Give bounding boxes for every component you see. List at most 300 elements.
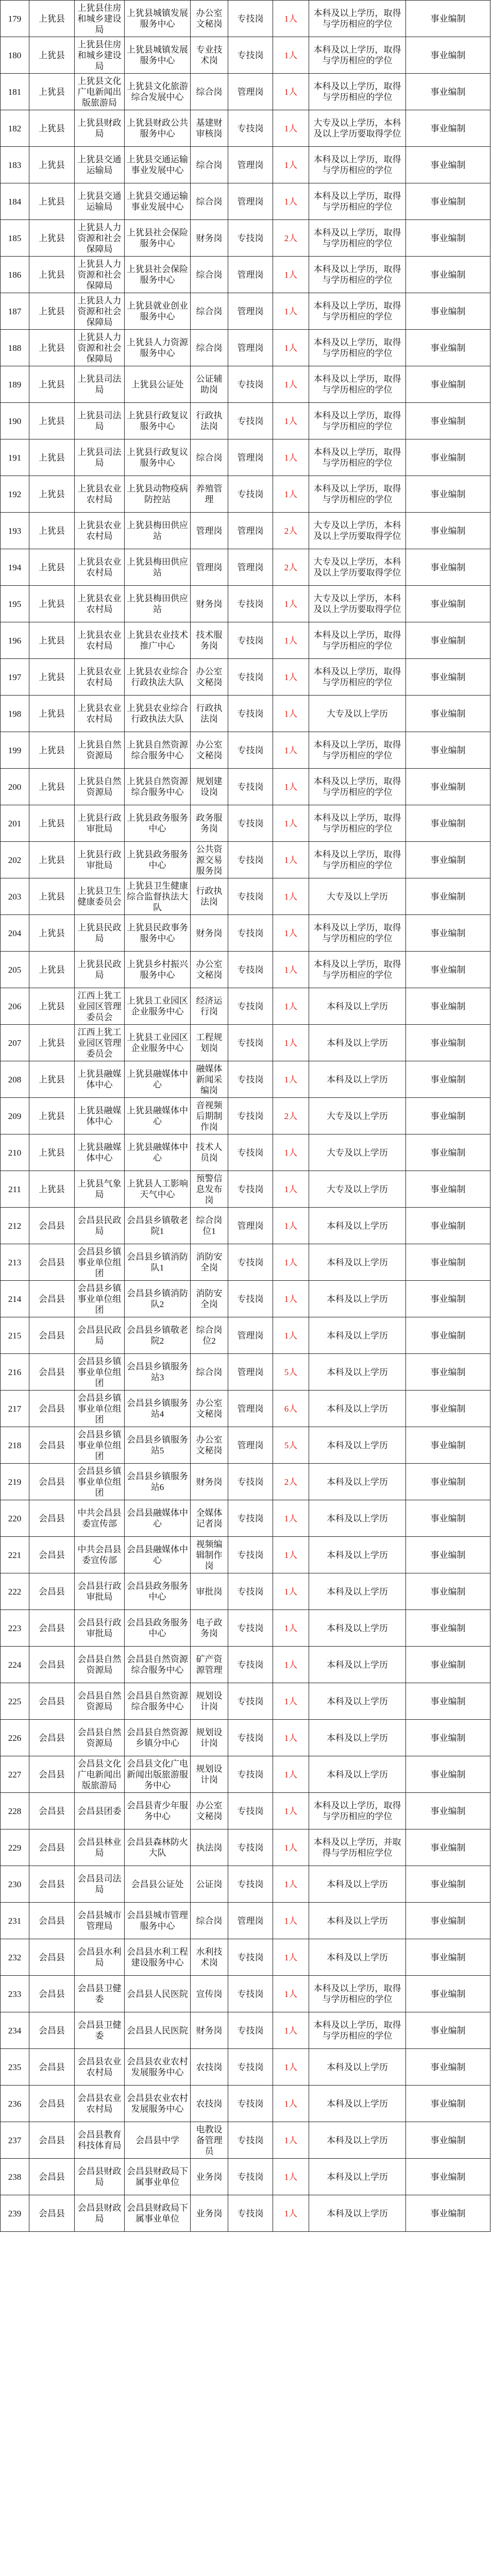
row-number-cell: 183 <box>1 147 29 183</box>
position-name-cell: 业务岗 <box>191 2159 228 2195</box>
education-requirement-cell: 本科及以上学历 <box>309 2159 406 2195</box>
position-type-cell: 专技岗 <box>228 1756 273 1793</box>
employer-unit-cell: 上犹县自然资源综合服务中心 <box>125 732 191 769</box>
headcount-cell: 1人 <box>273 2049 309 2086</box>
department-cell: 会昌县城市管理局 <box>75 1903 125 1939</box>
row-number-cell: 227 <box>1 1756 29 1793</box>
education-requirement-cell: 本科及以上学历，取得与学历相应的学位 <box>309 403 406 439</box>
headcount-cell: 1人 <box>273 2122 309 2159</box>
county-cell: 上犹县 <box>29 586 75 622</box>
education-requirement-cell: 本科及以上学历 <box>309 1939 406 1976</box>
headcount-cell: 1人 <box>273 878 309 915</box>
position-name-cell: 全媒体记者岗 <box>191 1500 228 1537</box>
position-name-cell: 执法岗 <box>191 1829 228 1866</box>
staffing-type-cell: 事业编制 <box>406 257 490 293</box>
employer-unit-cell: 会昌县财政局下属事业单位 <box>125 2159 191 2195</box>
county-cell: 上犹县 <box>29 37 75 74</box>
position-type-cell: 专技岗 <box>228 1866 273 1903</box>
position-type-cell: 专技岗 <box>228 1464 273 1500</box>
row-number-cell: 237 <box>1 2122 29 2159</box>
employer-unit-cell: 会昌县水利工程建设服务中心 <box>125 1939 191 1976</box>
staffing-type-cell: 事业编制 <box>406 1683 490 1720</box>
education-requirement-cell: 大专及以上学历，本科及以上学历要取得学位 <box>309 110 406 147</box>
department-cell: 上犹县人力资源和社会保障局 <box>75 330 125 366</box>
table-row <box>1 1756 490 1793</box>
row-number-cell: 203 <box>1 878 29 915</box>
position-name-cell: 综合岗 <box>191 74 228 110</box>
county-cell: 上犹县 <box>29 330 75 366</box>
employer-unit-cell: 会昌县融媒体中心 <box>125 1500 191 1537</box>
table-row <box>1 1317 490 1354</box>
education-requirement-cell: 本科及以上学历，并取得与学历相应学位 <box>309 1829 406 1866</box>
table-row <box>1 2086 490 2122</box>
headcount-cell: 1人 <box>273 37 309 74</box>
table-row <box>1 2195 490 2232</box>
position-name-cell: 财务岗 <box>191 220 228 257</box>
staffing-type-cell: 事业编制 <box>406 1025 490 1061</box>
row-number-cell: 185 <box>1 220 29 257</box>
education-requirement-cell: 本科及以上学历，取得与学历相应的学位 <box>309 293 406 330</box>
employer-unit-cell: 会昌县政务服务中心 <box>125 1610 191 1647</box>
table-row <box>1 403 490 439</box>
education-requirement-cell: 本科及以上学历，取得与学历相应的学位 <box>309 220 406 257</box>
row-number-cell: 231 <box>1 1903 29 1939</box>
education-requirement-cell: 本科及以上学历 <box>309 1537 406 1573</box>
department-cell: 上犹县民政局 <box>75 915 125 952</box>
position-type-cell: 管理岗 <box>228 147 273 183</box>
row-number-cell: 235 <box>1 2049 29 2086</box>
staffing-type-cell: 事业编制 <box>406 220 490 257</box>
employer-unit-cell: 上犹县乡村振兴服务中心 <box>125 952 191 988</box>
staffing-type-cell: 事业编制 <box>406 1537 490 1573</box>
education-requirement-cell: 本科及以上学历 <box>309 1903 406 1939</box>
department-cell: 会昌县农业农村局 <box>75 2049 125 2086</box>
department-cell: 会昌县卫健委 <box>75 2012 125 2049</box>
staffing-type-cell: 事业编制 <box>406 842 490 878</box>
row-number-cell: 192 <box>1 476 29 513</box>
row-number-cell: 214 <box>1 1281 29 1317</box>
education-requirement-cell: 本科及以上学历，取得与学历相应的学位 <box>309 330 406 366</box>
education-requirement-cell: 大专及以上学历 <box>309 878 406 915</box>
position-type-cell: 专技岗 <box>228 1829 273 1866</box>
headcount-cell: 1人 <box>273 769 309 805</box>
headcount-cell: 1人 <box>273 2195 309 2232</box>
county-cell: 上犹县 <box>29 1098 75 1134</box>
headcount-cell: 1人 <box>273 1939 309 1976</box>
position-name-cell: 消防安全岗 <box>191 1281 228 1317</box>
county-cell: 会昌县 <box>29 2012 75 2049</box>
education-requirement-cell: 本科及以上学历 <box>309 1866 406 1903</box>
headcount-cell: 1人 <box>273 696 309 732</box>
position-type-cell: 专技岗 <box>228 1537 273 1573</box>
staffing-type-cell: 事业编制 <box>406 2086 490 2122</box>
staffing-type-cell: 事业编制 <box>406 1391 490 1427</box>
row-number-cell: 218 <box>1 1427 29 1464</box>
staffing-type-cell: 事业编制 <box>406 1647 490 1683</box>
headcount-cell: 1人 <box>273 732 309 769</box>
education-requirement-cell: 本科及以上学历，取得与学历相应的学位 <box>309 805 406 842</box>
table-row <box>1 1976 490 2012</box>
county-cell: 上犹县 <box>29 293 75 330</box>
headcount-cell: 2人 <box>273 549 309 586</box>
position-type-cell: 管理岗 <box>228 293 273 330</box>
position-type-cell: 专技岗 <box>228 37 273 74</box>
headcount-cell: 1人 <box>273 74 309 110</box>
employer-unit-cell: 上犹县交通运输事业发展中心 <box>125 147 191 183</box>
department-cell: 上犹县人力资源和社会保障局 <box>75 293 125 330</box>
row-number-cell: 207 <box>1 1025 29 1061</box>
county-cell: 会昌县 <box>29 1647 75 1683</box>
county-cell: 上犹县 <box>29 439 75 476</box>
table-row <box>1 439 490 476</box>
employer-unit-cell: 会昌县乡镇服务站4 <box>125 1391 191 1427</box>
education-requirement-cell: 本科及以上学历 <box>309 1391 406 1427</box>
county-cell: 会昌县 <box>29 1354 75 1391</box>
education-requirement-cell: 本科及以上学历 <box>309 1500 406 1537</box>
department-cell: 会昌县自然资源局 <box>75 1683 125 1720</box>
table-row <box>1 1573 490 1610</box>
position-type-cell: 专技岗 <box>228 696 273 732</box>
row-number-cell: 223 <box>1 1610 29 1647</box>
county-cell: 会昌县 <box>29 1756 75 1793</box>
education-requirement-cell: 大专及以上学历 <box>309 1098 406 1134</box>
education-requirement-cell: 本科及以上学历，取得与学历相应的学位 <box>309 1976 406 2012</box>
staffing-type-cell: 事业编制 <box>406 1610 490 1647</box>
position-type-cell: 专技岗 <box>228 805 273 842</box>
table-row <box>1 1354 490 1391</box>
position-name-cell: 基建财审核岗 <box>191 110 228 147</box>
county-cell: 会昌县 <box>29 1683 75 1720</box>
county-cell: 会昌县 <box>29 1281 75 1317</box>
employer-unit-cell: 上犹县卫生健康综合监督执法大队 <box>125 878 191 915</box>
position-type-cell: 专技岗 <box>228 659 273 696</box>
position-type-cell: 专技岗 <box>228 2122 273 2159</box>
row-number-cell: 213 <box>1 1244 29 1281</box>
county-cell: 会昌县 <box>29 1244 75 1281</box>
staffing-type-cell: 事业编制 <box>406 1244 490 1281</box>
position-name-cell: 财务岗 <box>191 1464 228 1500</box>
employer-unit-cell: 上犹县政务服务中心 <box>125 842 191 878</box>
position-type-cell: 专技岗 <box>228 1683 273 1720</box>
row-number-cell: 216 <box>1 1354 29 1391</box>
employer-unit-cell: 会昌县农业农村发展服务中心 <box>125 2049 191 2086</box>
table-row <box>1 1427 490 1464</box>
education-requirement-cell: 本科及以上学历，取得与学历相应的学位 <box>309 915 406 952</box>
department-cell: 上犹县农业农村局 <box>75 476 125 513</box>
county-cell: 上犹县 <box>29 110 75 147</box>
headcount-cell: 1人 <box>273 1244 309 1281</box>
table-row <box>1 1061 490 1098</box>
row-number-cell: 206 <box>1 988 29 1025</box>
employer-unit-cell: 上犹县动物疫病防控站 <box>125 476 191 513</box>
headcount-cell: 1人 <box>273 330 309 366</box>
headcount-cell: 2人 <box>273 220 309 257</box>
department-cell: 会昌县自然资源局 <box>75 1647 125 1683</box>
employer-unit-cell: 会昌县农业农村发展服务中心 <box>125 2086 191 2122</box>
county-cell: 会昌县 <box>29 1610 75 1647</box>
position-name-cell: 综合岗 <box>191 1354 228 1391</box>
position-type-cell: 管理岗 <box>228 330 273 366</box>
county-cell: 上犹县 <box>29 1134 75 1171</box>
position-name-cell: 管理岗 <box>191 549 228 586</box>
education-requirement-cell: 本科及以上学历 <box>309 988 406 1025</box>
position-name-cell: 预警信息发布岗 <box>191 1171 228 1208</box>
education-requirement-cell: 本科及以上学历 <box>309 2086 406 2122</box>
employer-unit-cell: 会昌县中学 <box>125 2122 191 2159</box>
staffing-type-cell: 事业编制 <box>406 1427 490 1464</box>
headcount-cell: 1人 <box>273 586 309 622</box>
employer-unit-cell: 上犹县农业综合行政执法大队 <box>125 696 191 732</box>
position-type-cell: 专技岗 <box>228 2049 273 2086</box>
headcount-cell: 1人 <box>273 1281 309 1317</box>
table-row <box>1 2049 490 2086</box>
education-requirement-cell: 本科及以上学历，取得与学历相应的学位 <box>309 257 406 293</box>
department-cell: 上犹县自然资源局 <box>75 732 125 769</box>
headcount-cell: 1人 <box>273 842 309 878</box>
row-number-cell: 204 <box>1 915 29 952</box>
education-requirement-cell: 大专及以上学历，本科及以上学历要取得学位 <box>309 586 406 622</box>
staffing-type-cell: 事业编制 <box>406 1939 490 1976</box>
county-cell: 会昌县 <box>29 1866 75 1903</box>
county-cell: 上犹县 <box>29 769 75 805</box>
employer-unit-cell: 上犹县人力资源服务中心 <box>125 330 191 366</box>
staffing-type-cell: 事业编制 <box>406 366 490 403</box>
table-row <box>1 622 490 659</box>
employer-unit-cell: 会昌县人民医院 <box>125 2012 191 2049</box>
table-row <box>1 842 490 878</box>
headcount-cell: 1人 <box>273 439 309 476</box>
position-name-cell: 办公室文秘岗 <box>191 1391 228 1427</box>
headcount-cell: 6人 <box>273 1391 309 1427</box>
staffing-type-cell: 事业编制 <box>406 2122 490 2159</box>
staffing-type-cell: 事业编制 <box>406 732 490 769</box>
staffing-type-cell: 事业编制 <box>406 769 490 805</box>
education-requirement-cell: 本科及以上学历 <box>309 1464 406 1500</box>
row-number-cell: 186 <box>1 257 29 293</box>
table-row <box>1 2159 490 2195</box>
position-type-cell: 专技岗 <box>228 1610 273 1647</box>
table-row <box>1 220 490 257</box>
row-number-cell: 236 <box>1 2086 29 2122</box>
table-row <box>1 1793 490 1829</box>
position-name-cell: 农技岗 <box>191 2086 228 2122</box>
education-requirement-cell: 本科及以上学历 <box>309 2195 406 2232</box>
position-type-cell: 专技岗 <box>228 476 273 513</box>
table-row <box>1 732 490 769</box>
employer-unit-cell: 上犹县工业园区企业服务中心 <box>125 1025 191 1061</box>
county-cell: 上犹县 <box>29 74 75 110</box>
row-number-cell: 219 <box>1 1464 29 1500</box>
county-cell: 会昌县 <box>29 1976 75 2012</box>
county-cell: 上犹县 <box>29 549 75 586</box>
position-type-cell: 专技岗 <box>228 1281 273 1317</box>
county-cell: 上犹县 <box>29 476 75 513</box>
table-row <box>1 1610 490 1647</box>
education-requirement-cell: 本科及以上学历 <box>309 1427 406 1464</box>
row-number-cell: 211 <box>1 1171 29 1208</box>
department-cell: 会昌县财政局 <box>75 2159 125 2195</box>
department-cell: 上犹县司法局 <box>75 366 125 403</box>
employer-unit-cell: 会昌县青少年服务中心 <box>125 1793 191 1829</box>
position-name-cell: 电教设备管理员 <box>191 2122 228 2159</box>
position-name-cell: 财务岗 <box>191 915 228 952</box>
employer-unit-cell: 上犹县城镇发展服务中心 <box>125 37 191 74</box>
position-type-cell: 专技岗 <box>228 110 273 147</box>
position-name-cell: 办公室文秘岗 <box>191 952 228 988</box>
row-number-cell: 233 <box>1 1976 29 2012</box>
position-type-cell: 专技岗 <box>228 1720 273 1756</box>
department-cell: 上犹县气象局 <box>75 1171 125 1208</box>
staffing-type-cell: 事业编制 <box>406 1464 490 1500</box>
staffing-type-cell: 事业编制 <box>406 659 490 696</box>
position-type-cell: 专技岗 <box>228 1939 273 1976</box>
headcount-cell: 1人 <box>273 1683 309 1720</box>
employer-unit-cell: 上犹县梅田供应站 <box>125 586 191 622</box>
department-cell: 上犹县农业农村局 <box>75 586 125 622</box>
department-cell: 会昌县卫健委 <box>75 1976 125 2012</box>
department-cell: 中共会昌县委宣传部 <box>75 1537 125 1573</box>
headcount-cell: 1人 <box>273 988 309 1025</box>
department-cell: 会昌县自然资源局 <box>75 1720 125 1756</box>
employer-unit-cell: 上犹县城镇发展服务中心 <box>125 1 191 37</box>
staffing-type-cell: 事业编制 <box>406 1281 490 1317</box>
headcount-cell: 1人 <box>273 2159 309 2195</box>
headcount-cell: 1人 <box>273 1720 309 1756</box>
education-requirement-cell: 本科及以上学历 <box>309 1244 406 1281</box>
department-cell: 上犹县融媒体中心 <box>75 1098 125 1134</box>
row-number-cell: 210 <box>1 1134 29 1171</box>
county-cell: 上犹县 <box>29 622 75 659</box>
staffing-type-cell: 事业编制 <box>406 952 490 988</box>
county-cell: 上犹县 <box>29 183 75 220</box>
position-name-cell: 音视频后期制作岗 <box>191 1098 228 1134</box>
row-number-cell: 184 <box>1 183 29 220</box>
department-cell: 上犹县司法局 <box>75 439 125 476</box>
row-number-cell: 226 <box>1 1720 29 1756</box>
county-cell: 会昌县 <box>29 2159 75 2195</box>
table-row <box>1 1647 490 1683</box>
headcount-cell: 1人 <box>273 1500 309 1537</box>
employer-unit-cell: 上犹县社会保险服务中心 <box>125 257 191 293</box>
row-number-cell: 190 <box>1 403 29 439</box>
education-requirement-cell: 本科及以上学历 <box>309 1354 406 1391</box>
headcount-cell: 1人 <box>273 1647 309 1683</box>
table-row <box>1 952 490 988</box>
position-type-cell: 专技岗 <box>228 403 273 439</box>
headcount-cell: 1人 <box>273 257 309 293</box>
headcount-cell: 1人 <box>273 1208 309 1244</box>
position-type-cell: 专技岗 <box>228 732 273 769</box>
employer-unit-cell: 会昌县融媒体中心 <box>125 1537 191 1573</box>
table-row <box>1 366 490 403</box>
position-name-cell: 办公室文秘岗 <box>191 659 228 696</box>
row-number-cell: 239 <box>1 2195 29 2232</box>
employer-unit-cell: 会昌县乡镇服务站6 <box>125 1464 191 1500</box>
staffing-type-cell: 事业编制 <box>406 696 490 732</box>
position-type-cell: 管理岗 <box>228 183 273 220</box>
staffing-type-cell: 事业编制 <box>406 878 490 915</box>
table-row <box>1 110 490 147</box>
row-number-cell: 189 <box>1 366 29 403</box>
employer-unit-cell: 上犹县财政公共服务中心 <box>125 110 191 147</box>
department-cell: 上犹县行政审批局 <box>75 805 125 842</box>
staffing-type-cell: 事业编制 <box>406 1 490 37</box>
position-name-cell: 综合岗 <box>191 257 228 293</box>
row-number-cell: 232 <box>1 1939 29 1976</box>
department-cell: 上犹县融媒体中心 <box>75 1134 125 1171</box>
county-cell: 上犹县 <box>29 696 75 732</box>
staffing-type-cell: 事业编制 <box>406 37 490 74</box>
row-number-cell: 228 <box>1 1793 29 1829</box>
table-row <box>1 74 490 110</box>
table-row <box>1 1683 490 1720</box>
headcount-cell: 1人 <box>273 1610 309 1647</box>
employer-unit-cell: 会昌县公证处 <box>125 1866 191 1903</box>
department-cell: 会昌县乡镇事业单位组团 <box>75 1391 125 1427</box>
headcount-cell: 1人 <box>273 1171 309 1208</box>
position-type-cell: 管理岗 <box>228 1317 273 1354</box>
position-name-cell: 规划设计岗 <box>191 1683 228 1720</box>
county-cell: 上犹县 <box>29 805 75 842</box>
position-name-cell: 财务岗 <box>191 2012 228 2049</box>
position-name-cell: 政务服务岗 <box>191 805 228 842</box>
position-type-cell: 专技岗 <box>228 622 273 659</box>
position-type-cell: 专技岗 <box>228 1500 273 1537</box>
county-cell: 上犹县 <box>29 403 75 439</box>
employer-unit-cell: 上犹县民政事务服务中心 <box>125 915 191 952</box>
county-cell: 上犹县 <box>29 1171 75 1208</box>
row-number-cell: 201 <box>1 805 29 842</box>
position-type-cell: 管理岗 <box>228 1903 273 1939</box>
staffing-type-cell: 事业编制 <box>406 2012 490 2049</box>
staffing-type-cell: 事业编制 <box>406 1829 490 1866</box>
headcount-cell: 1人 <box>273 1025 309 1061</box>
row-number-cell: 215 <box>1 1317 29 1354</box>
position-name-cell: 规划设计岗 <box>191 1756 228 1793</box>
county-cell: 会昌县 <box>29 1829 75 1866</box>
position-name-cell: 行政执法岗 <box>191 403 228 439</box>
table-row <box>1 1829 490 1866</box>
staffing-type-cell: 事业编制 <box>406 1134 490 1171</box>
headcount-cell: 1人 <box>273 1573 309 1610</box>
department-cell: 江西上犹工业园区管理委员会 <box>75 1025 125 1061</box>
table-row <box>1 988 490 1025</box>
staffing-type-cell: 事业编制 <box>406 1500 490 1537</box>
employer-unit-cell: 上犹县工业园区企业服务中心 <box>125 988 191 1025</box>
county-cell: 会昌县 <box>29 1793 75 1829</box>
employer-unit-cell: 上犹县农业技术推广中心 <box>125 622 191 659</box>
position-name-cell: 公证岗 <box>191 1866 228 1903</box>
headcount-cell: 1人 <box>273 2012 309 2049</box>
table-row <box>1 659 490 696</box>
education-requirement-cell: 本科及以上学历 <box>309 1610 406 1647</box>
headcount-cell: 1人 <box>273 293 309 330</box>
headcount-cell: 5人 <box>273 1354 309 1391</box>
position-name-cell: 办公室文秘岗 <box>191 1427 228 1464</box>
education-requirement-cell: 本科及以上学历，取得与学历相应的学位 <box>309 732 406 769</box>
row-number-cell: 187 <box>1 293 29 330</box>
position-type-cell: 专技岗 <box>228 1025 273 1061</box>
department-cell: 上犹县卫生健康委员会 <box>75 878 125 915</box>
county-cell: 会昌县 <box>29 2049 75 2086</box>
education-requirement-cell: 本科及以上学历 <box>309 1317 406 1354</box>
employer-unit-cell: 会昌县乡镇消防队1 <box>125 1244 191 1281</box>
row-number-cell: 238 <box>1 2159 29 2195</box>
position-name-cell: 宣传岗 <box>191 1976 228 2012</box>
position-name-cell: 技术人员岗 <box>191 1134 228 1171</box>
table-row <box>1 2122 490 2159</box>
row-number-cell: 196 <box>1 622 29 659</box>
